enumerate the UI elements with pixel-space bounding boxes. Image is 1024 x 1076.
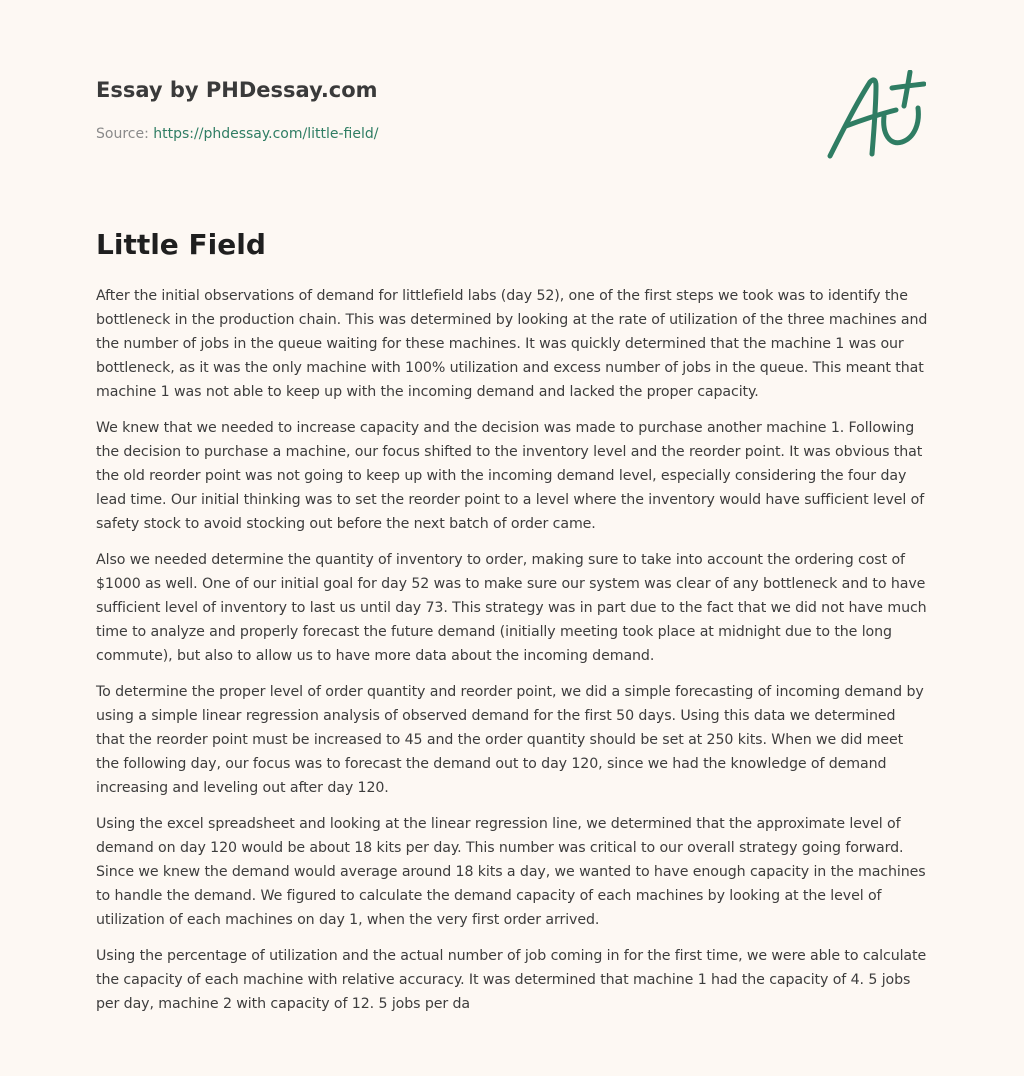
essay-body xyxy=(96,284,928,1028)
essay-paragraph: Using the percentage of utilization and the actual number of job coming in for the first time, we were able to calculate the capacity of each machine with relative accuracy. It was determined that machine 1 had the capacity of 4. 5 jobs per day, machine 2 with capacity of 12. 5 jobs per da xyxy=(96,948,927,1012)
essay-paragraph: We knew that we needed to increase capacity and the decision was made to purchase another machine 1. Following the decision to purchase a machine, our focus shifted to the inventory level and the reorder point. It was obvious that the old reorder point was not going to keep up with the incoming demand level, especially considering the four day lead time. Our initial thinking was to set the reorder point to a level where the inventory would have sufficient level of safety stock to avoid stocking out before the next batch of order came. xyxy=(96,420,925,532)
source-line xyxy=(96,125,378,143)
essay-paragraph: Also we needed determine the quantity of inventory to order, making sure to take into account the ordering cost of $1000 as well. One of our initial goal for day 52 was to make sure our system was clear of any bottleneck and to have sufficient level of inventory to last us until day 73. This strategy was in part due to the fact that we did not have much time to analyze and properly forecast the future demand (initially meeting took place at midnight due to the long commute), but also to allow us to have more data about the incoming demand. xyxy=(96,552,927,664)
essay-paragraph: To determine the proper level of order quantity and reorder point, we did a simple forecasting of incoming demand by using a simple linear regression analysis of observed demand for the first 50 days. Using this data we determined that the reorder point must be increased to 45 and the order quantity should be set at 250 kits. When we did meet the following day, our focus was to forecast the demand out to day 120, since we had the knowledge of demand increasing and leveling out after day 120. xyxy=(96,684,924,796)
page-header xyxy=(96,78,928,178)
essay-title: Little Field xyxy=(96,228,266,261)
essay-paragraph: Using the excel spreadsheet and looking at the linear regression line, we determined that the approximate level of demand on day 120 would be about 18 kits per day. This number was critical to our overall strategy going forward. Since we knew the demand would average around 18 kits a day, we wanted to have enough capacity in the machines to handle the demand. We figured to calculate the demand capacity of each machines by looking at the level of utilization of each machines on day 1, when the very first order arrived. xyxy=(96,816,926,928)
source-link[interactable]: https://phdessay.com/little-field/ xyxy=(153,126,379,142)
essay-paragraph: After the initial observations of demand for littlefield labs (day 52), one of the first steps we took was to identify the bottleneck in the production chain. This was determined by looking at the rate of utilization of the three machines and the number of jobs in the queue waiting for these machines. It was quickly determined that the machine 1 was our bottleneck, as it was the only machine with 100% utilization and excess number of jobs in the queue. This meant that machine 1 was not able to keep up with the incoming demand and lacked the proper capacity. xyxy=(96,288,928,400)
source-label: Source: xyxy=(96,126,154,142)
a-plus-logo-icon xyxy=(826,70,926,162)
essay-page xyxy=(96,0,928,1076)
site-title: Essay by PHDessay.com xyxy=(96,78,378,102)
